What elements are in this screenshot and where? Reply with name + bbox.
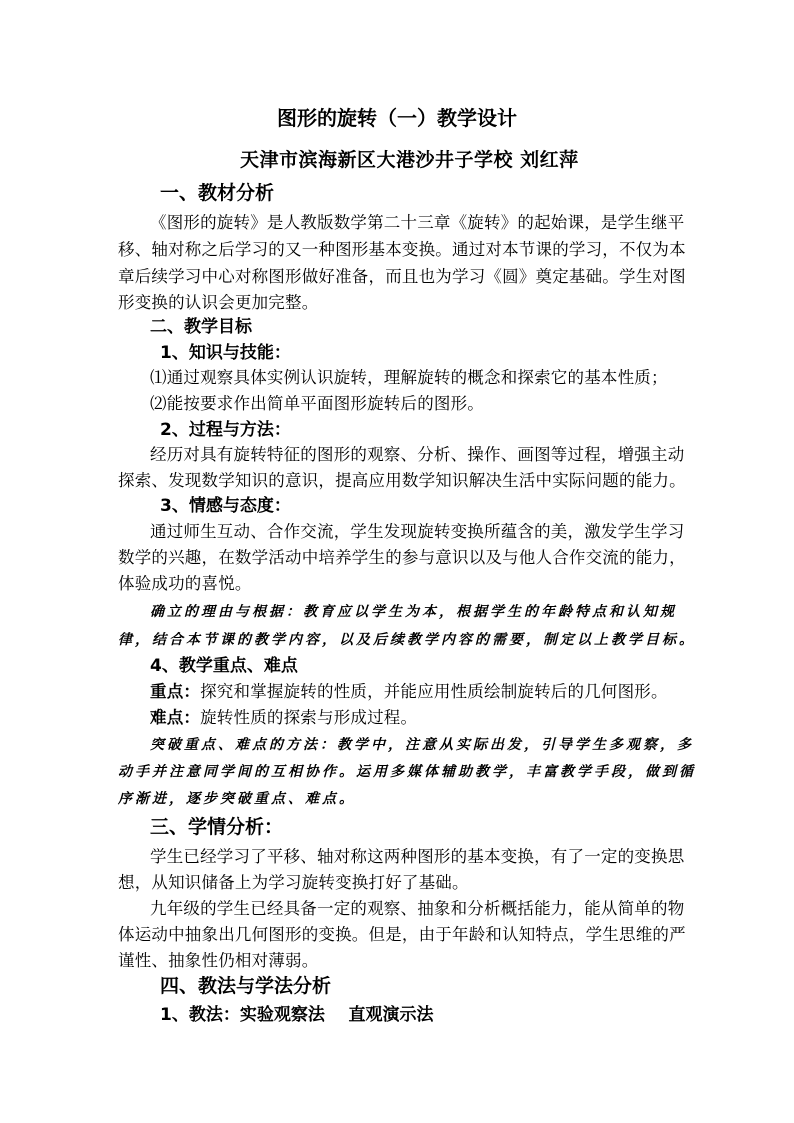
subheading-process: 2、过程与方法： xyxy=(160,420,291,440)
difficulty-line xyxy=(150,706,417,730)
difficulty-label: 难点： xyxy=(150,708,201,727)
paragraph-line: 体运动中抽象出几何图形的变换。但是，由于年龄和认知特点，学生思维的严 xyxy=(118,925,686,944)
subheading-emotion: 3、情感与态度： xyxy=(160,496,291,516)
document-title: 图形的旋转（一）教学设计 xyxy=(277,106,517,130)
method-line: 突破重点、难点的方法：教学中，注意从实际出发，引导学生多观察，多 xyxy=(150,737,694,753)
paragraph-line: 体验成功的喜悦。 xyxy=(118,574,252,593)
paragraph-line: 形变换的认识会更加完整。 xyxy=(118,293,319,312)
paragraph-line: 移、轴对称之后学习的又一种图形基本变换。通过对本节课的学习，不仅为本 xyxy=(118,240,686,259)
method-line: 动手并注意同学间的互相协作。运用多媒体辅助教学，丰富教学手段，做到循 xyxy=(118,764,696,780)
author-line: 天津市滨海新区大港沙井子学校 刘红萍 xyxy=(240,149,579,171)
rationale-line: 律，结合本节课的教学内容，以及后续教学内容的需要，制定以上教学目标。 xyxy=(118,632,696,648)
paragraph-line: 通过师生互动、合作交流，学生发现旋转变换所蕴含的美，激发学生学习 xyxy=(150,522,685,541)
list-item: ⑵能按要求作出简单平面图形旋转后的图形。 xyxy=(150,394,484,413)
section-heading-goals: 二、教学目标 xyxy=(150,317,252,337)
key-point-label: 重点： xyxy=(150,682,201,701)
section-heading-methods: 四、教法与学法分析 xyxy=(160,975,332,997)
section-heading-materials: 一、教材分析 xyxy=(160,182,275,204)
key-point-line xyxy=(150,680,668,704)
paragraph-line: 谨性、抽象性仍相对薄弱。 xyxy=(118,951,319,970)
key-point-text: 探究和掌握旋转的性质，并能应用性质绘制旋转后的几何图形。 xyxy=(200,682,668,701)
paragraph-line: 数学的兴趣，在数学活动中培养学生的参与意识以及与他人合作交流的能力， xyxy=(118,548,686,567)
paragraph-line: 九年级的学生已经具备一定的观察、抽象和分析概括能力，能从简单的物 xyxy=(150,899,685,918)
paragraph-line: 《图形的旋转》是人教版数学第二十三章《旋转》的起始课，是学生继平 xyxy=(150,213,685,232)
subheading-teaching-method: 1、教法：实验观察法 直观演示法 xyxy=(160,1005,434,1025)
list-item: ⑴通过观察具体实例认识旋转，理解旋转的概念和探索它的基本性质； xyxy=(150,368,668,387)
paragraph-line: 经历对具有旋转特征的图形的观察、分析、操作、画图等过程，增强主动 xyxy=(150,445,685,464)
section-heading-keypoints: 4、教学重点、难点 xyxy=(150,656,298,676)
paragraph-line: 探索、发现数学知识的意识，提高应用数学知识解决生活中实际问题的能力。 xyxy=(118,471,686,490)
rationale-line: 确立的理由与根据：教育应以学生为本，根据学生的年龄特点和认知规 xyxy=(150,604,677,620)
paragraph-line: 学生已经学习了平移、轴对称这两种图形的基本变换，有了一定的变换思 xyxy=(150,847,685,866)
paragraph-line: 想，从知识储备上为学习旋转变换打好了基础。 xyxy=(118,873,469,892)
method-line: 序渐进，逐步突破重点、难点。 xyxy=(118,791,356,807)
subheading-knowledge: 1、知识与技能： xyxy=(160,343,291,363)
difficulty-text: 旋转性质的探索与形成过程。 xyxy=(200,708,418,727)
section-heading-learners: 三、学情分析： xyxy=(150,816,284,838)
paragraph-line: 章后续学习中心对称图形做好准备，而且也为学习《圆》奠定基础。学生对图 xyxy=(118,267,686,286)
